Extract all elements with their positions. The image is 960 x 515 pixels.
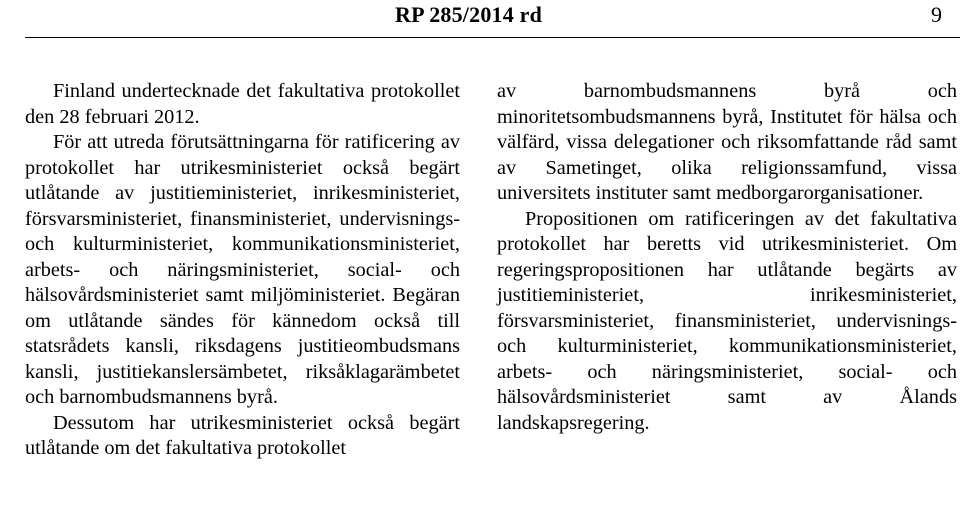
paragraph: Dessutom har utrikesministeriet också begärt utlåtande om det fakultativa protokollet bbox=[25, 411, 460, 459]
paragraph: Propositionen om ratificeringen av det fakultativa protokollet har beretts vid utrikesministeriet. Om regeringspropositionen har utlåtande begärts av justitieministeriet, inrikesministeriet, försvarsministeriet, finansministeriet, undervisnings- och kulturministeriet, kommunikationsministeriet, arbets- och näringsministeriet, social- och hälsovårdsministeriet samt av Ålands landskapsregering. bbox=[497, 207, 957, 434]
left-column bbox=[25, 79, 460, 462]
paragraph: För att utreda förutsättningarna för ratificering av protokollet har utrikesministeriet också begärt utlåtande av justitieministeriet, inrikesministeriet, försvarsministeriet, finansministeriet, undervisnings- och kulturministeriet, kommunikationsministeriet, arbets- och näringsministeriet, social- och hälsovårdsministeriet samt miljöministeriet. Begäran om utlåtande sändes för kännedom också till statsrådets kansli, riksdagens justitieombudsmans kansli, justitiekanslersämbetet, riksåklagarämbetet och barnombudsmannens byrå. bbox=[25, 131, 460, 408]
page-number: 9 bbox=[931, 2, 942, 27]
document-id: RP 285/2014 rd bbox=[395, 2, 543, 27]
header-rule bbox=[25, 37, 960, 38]
paragraph: av barnombudsmannens byrå och minoritetsombudsmannens byrå, Institutet för hälsa och välfärd, vissa delegationer och riksomfattande råd samt av Sametinget, olika religionssamfund, vissa universitets instituter samt medborgarorganisationer. bbox=[497, 80, 957, 204]
page-header bbox=[0, 0, 960, 40]
paragraph: Finland undertecknade det fakultativa protokollet den 28 februari 2012. bbox=[25, 80, 460, 128]
right-column bbox=[497, 79, 957, 436]
